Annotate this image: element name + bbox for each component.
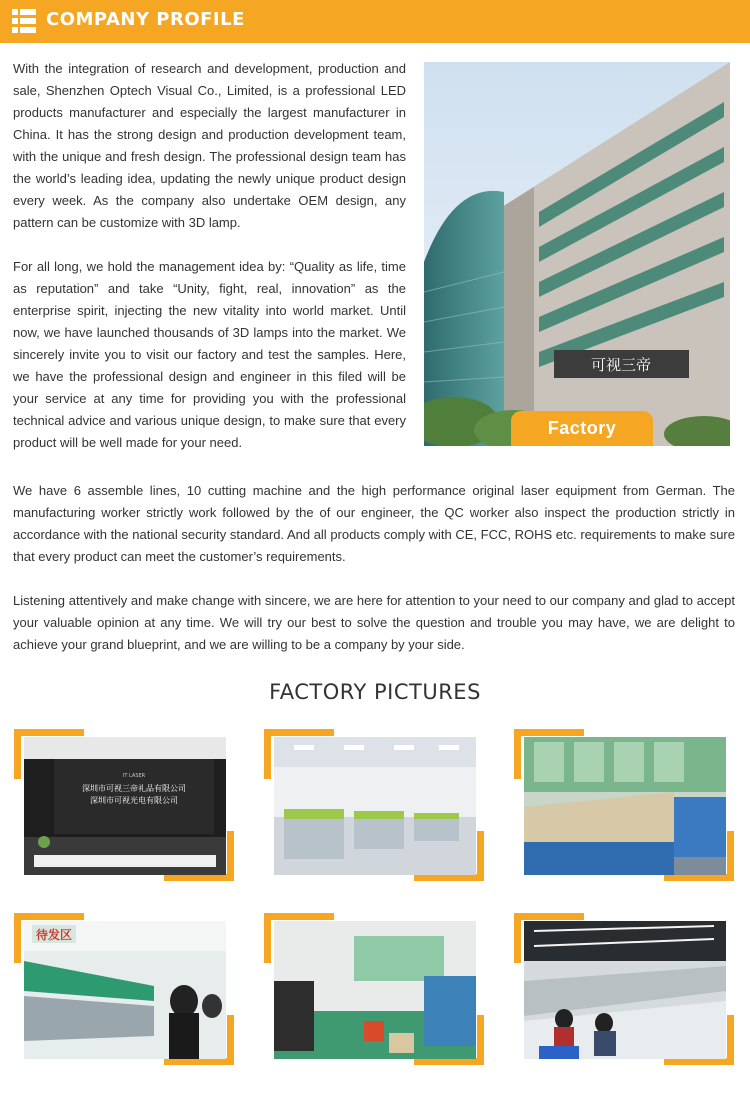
reception-sign-line1: 深圳市可视三帝礼品有限公司 xyxy=(82,784,186,793)
workers-photo xyxy=(524,921,726,1059)
reception-photo xyxy=(24,737,226,875)
assembly-line-photo xyxy=(24,921,226,1059)
production-paragraph: We have 6 assemble lines, 10 cutting machine and the high performance original laser equipment from German. The manufacturing worker strictly work followed by the of our engineer, the QC worker also inspect the production strictly in accordance with the national security standard. And all products comply with CE, FCC, ROHS etc. requirements to make sure that every product can meet the customer’s requirements. xyxy=(13,483,735,564)
factory-pictures-title: FACTORY PICTURES xyxy=(269,680,481,704)
factory-building-photo xyxy=(424,62,730,446)
area-sign-text: 待发区 xyxy=(35,928,73,942)
workshop-photo xyxy=(274,921,476,1059)
gallery-item-assembly-line xyxy=(14,913,234,1065)
reception-logo-text: IT LASER xyxy=(122,773,146,779)
gallery-item-workshop xyxy=(264,913,484,1065)
management-paragraph: For all long, we hold the management idea by: “Quality as life, time as reputation” and take “Unity, fight, real, innovation” as the enterprise spirit, injecting the new vitality into world market. Until now, we have launched thousands of 3D lamps into the market. We sincerely invite you to visit our factory and test the samples. Here, we have the professional design and engineer in this filed will be your service at any time for providing you with the professional technical advice and various unique design, to make sure that every product will be well made for your need. xyxy=(13,259,406,450)
section-header xyxy=(0,0,750,43)
gallery-item-workers xyxy=(514,913,734,1065)
building-sign-text: 可视三帝 xyxy=(590,356,652,374)
section-title-company-profile: COMPANY PROFILE xyxy=(46,9,245,30)
service-paragraph: Listening attentively and make change with sincere, we are here for attention to your need to our company and glad to accept your valuable opinion at any time. We will try our best to solve the question and trouble you may have, we are delight to achieve your grand blueprint, and we are willing to be a company by your side. xyxy=(13,593,735,652)
gallery-item-reception xyxy=(14,729,234,881)
list-icon xyxy=(12,9,36,33)
laser-machine-photo xyxy=(524,737,726,875)
intro-paragraph: With the integration of research and development, production and sale, Shenzhen Optech Visual Co., Limited, is a professional LED products manufacturer and especially the largest manufacturer in China. It has the strong design and production development team, with the unique and fresh design. The professional design team has the world’s leading idea, updating the newly unique product design every week. As the company also undertake OEM design, any pattern can be customize with 3D lamp. xyxy=(13,61,406,230)
office-photo xyxy=(274,737,476,875)
factory-badge: Factory xyxy=(511,411,653,446)
gallery-item-laser-machine xyxy=(514,729,734,881)
gallery-item-office xyxy=(264,729,484,881)
reception-sign-line2: 深圳市可视光电有限公司 xyxy=(90,796,178,805)
